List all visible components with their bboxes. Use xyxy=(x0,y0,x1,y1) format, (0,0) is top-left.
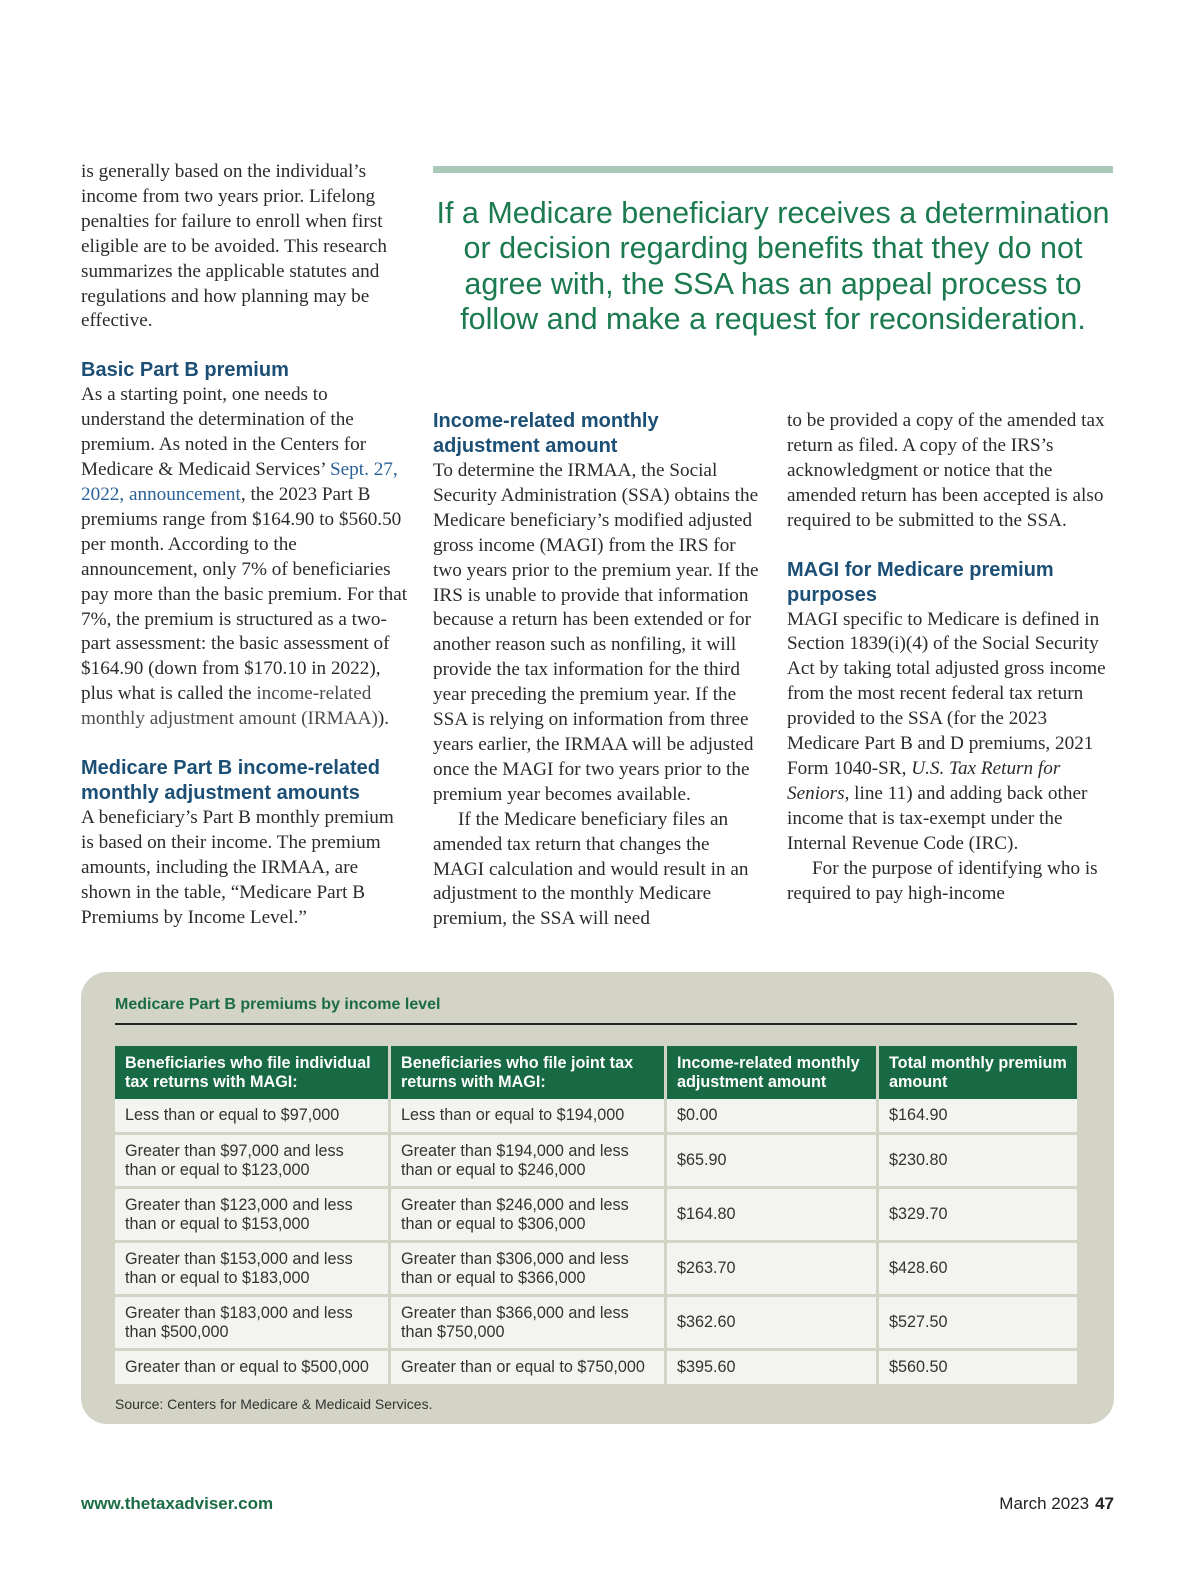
cell-total: $527.50 xyxy=(879,1297,1077,1351)
table-source: Source: Centers for Medicare & Medicaid Services. xyxy=(115,1396,433,1412)
cell-joint: Less than or equal to $194,000 xyxy=(391,1099,667,1135)
premium-table xyxy=(115,1046,1077,1387)
table-title-rule xyxy=(115,1023,1077,1025)
cell-total: $164.90 xyxy=(879,1099,1077,1135)
cell-irmaa: $65.90 xyxy=(667,1135,879,1189)
table-row xyxy=(115,1135,1077,1189)
cell-individual: Greater than $183,000 and less than $500,000 xyxy=(115,1297,391,1351)
magi-paragraph xyxy=(787,608,1117,857)
cell-total: $230.80 xyxy=(879,1135,1077,1189)
cell-joint: Greater than $246,000 and less than or equal to $306,000 xyxy=(391,1189,667,1243)
heading-basic-part-b: Basic Part B premium xyxy=(81,359,289,382)
column-right xyxy=(787,409,1117,906)
cell-individual: Greater than $123,000 and less than or equal to $153,000 xyxy=(115,1189,391,1243)
heading-irmaa: Income-related monthly adjustment amount xyxy=(433,410,659,457)
cell-individual: Greater than or equal to $500,000 xyxy=(115,1351,391,1387)
table-row xyxy=(115,1297,1077,1351)
header-irmaa: Income-related monthly adjustment amount xyxy=(667,1046,879,1099)
table-row xyxy=(115,1243,1077,1297)
basic-text-1: As a starting point, one needs to understand the determination of the premium. As noted in the Centers for Medicare & Medicaid Services’ xyxy=(81,384,367,481)
footer-url[interactable]: www.thetaxadviser.com xyxy=(81,1494,274,1513)
footer-date: March 2023 xyxy=(999,1494,1090,1513)
announcement-link[interactable]: Sept. 27, 2022, announcement xyxy=(81,459,398,505)
table-header-row xyxy=(115,1046,1077,1099)
amended-return-paragraph: If the Medicare beneficiary files an amended tax return that changes the MAGI calculation and would result in an adjustment to the monthly Medicare premium, the SSA will need xyxy=(433,808,749,930)
cell-irmaa: $263.70 xyxy=(667,1243,879,1297)
premium-table-panel xyxy=(81,972,1114,1424)
continued-paragraph: to be provided a copy of the amended tax return as filed. A copy of the IRS’s acknowledgment or notice that the amended return has been accepted is also required to be submitted to the SSA. xyxy=(787,410,1105,531)
table-row xyxy=(115,1099,1077,1135)
heading-income-related-amounts: Medicare Part B income-related monthly adjustment amounts xyxy=(81,757,380,805)
footer-issue xyxy=(999,1494,1114,1514)
header-total: Total monthly premium amount xyxy=(879,1046,1077,1099)
cell-total: $560.50 xyxy=(879,1351,1077,1387)
magi-text-2: , line 11) and adding back other income that is tax-exempt under the Internal Revenue Code (IRC). xyxy=(787,782,1088,854)
cell-individual: Greater than $153,000 and less than or equal to $183,000 xyxy=(115,1243,391,1297)
header-individual: Beneficiaries who file individual tax returns with MAGI: xyxy=(115,1046,391,1099)
cell-individual: Greater than $97,000 and less than or equal to $123,000 xyxy=(115,1135,391,1189)
adjust-paragraph: A beneficiary’s Part B monthly premium is based on their income. The premium amounts, including the IRMAA, are shown in the table, “Medicare Part B Premiums by Income Level.” xyxy=(81,807,394,928)
column-left xyxy=(81,160,411,931)
table-row xyxy=(115,1351,1077,1387)
pull-quote-bar xyxy=(433,166,1113,173)
heading-magi: MAGI for Medicare premium purposes xyxy=(787,558,1054,606)
cell-joint: Greater than $194,000 and less than or equal to $246,000 xyxy=(391,1135,667,1189)
cell-irmaa: $362.60 xyxy=(667,1297,879,1351)
cell-joint: Greater than $306,000 and less than or equal to $366,000 xyxy=(391,1243,667,1297)
column-middle xyxy=(433,409,765,932)
table-row xyxy=(115,1189,1077,1243)
header-joint: Beneficiaries who file joint tax returns with MAGI: xyxy=(391,1046,667,1099)
page-number: 47 xyxy=(1095,1494,1114,1513)
high-income-paragraph: For the purpose of identifying who is required to pay high-income xyxy=(787,857,1098,904)
cell-total: $329.70 xyxy=(879,1189,1077,1243)
basic-text-2: , the 2023 Part B premiums range from $164.90 to $560.50 per month. According to the announcement, only 7% of beneficiaries pay more than the basic premium. For that 7%, the premium is structured as a two-part assessment: the basic assessment of $164.90 (down from $170.10 in 2022), plus what is called the xyxy=(81,483,408,705)
table-title: Medicare Part B premiums by income level xyxy=(115,996,441,1013)
cell-individual: Less than or equal to $97,000 xyxy=(115,1099,391,1135)
irmaa-link[interactable]: income-related monthly adjustment amount (IRMAA) xyxy=(81,683,378,730)
cell-joint: Greater than $366,000 and less than $750,000 xyxy=(391,1297,667,1351)
basic-paragraph xyxy=(81,383,411,732)
basic-text-3: ). xyxy=(377,708,390,730)
cell-irmaa: $0.00 xyxy=(667,1099,879,1135)
pull-quote: If a Medicare beneficiary receives a determination or decision regarding benefits that they do not agree with, the SSA has an appeal process to follow and make a request for reconsideration. xyxy=(436,196,1110,336)
form-title: U.S. Tax Return for Seniors xyxy=(787,757,1061,804)
cell-irmaa: $164.80 xyxy=(667,1189,879,1243)
cell-total: $428.60 xyxy=(879,1243,1077,1297)
magi-text-1: MAGI specific to Medicare is defined in Section 1839(i)(4) of the Social Security Act by taking total adjusted gross income from the most recent federal tax return provided to the SSA (for the 2023 Medicare Part B and D premiums, 2021 Form 1040-SR, xyxy=(787,608,1106,779)
cell-irmaa: $395.60 xyxy=(667,1351,879,1387)
cell-joint: Greater than or equal to $750,000 xyxy=(391,1351,667,1387)
irmaa-paragraph: To determine the IRMAA, the Social Security Administration (SSA) obtains the Medicare beneficiary’s modified adjusted gross income (MAGI) from the IRS for two years prior to the premium year. If the IRS is unable to provide that information because a return has been extended or for another reason such as nonfiling, it will provide the tax information for the third year preceding the premium year. If the SSA is relying on information from three years earlier, the IRMAA will be adjusted once the MAGI for two years prior to the premium year becomes available. xyxy=(433,460,759,805)
intro-paragraph: is generally based on the individual’s income from two years prior. Lifelong penalties for failure to enroll when first eligible are to be avoided. This research summarizes the applicable statutes and regulations and how planning may be effective. xyxy=(81,161,387,332)
